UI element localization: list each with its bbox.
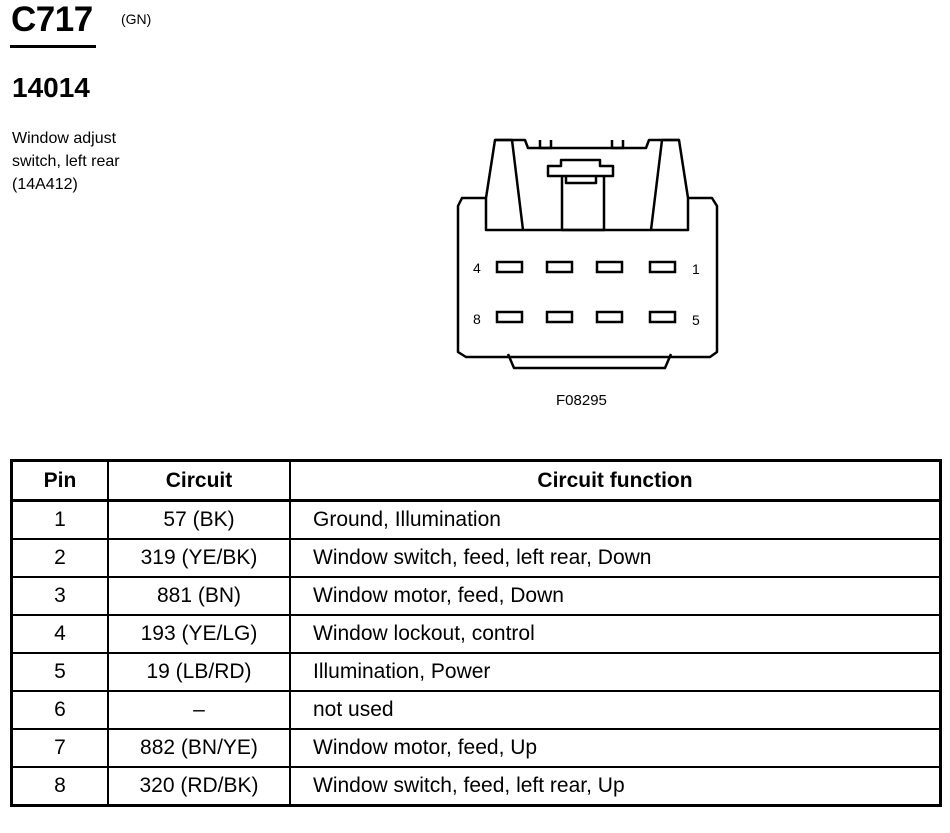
description-line: Window adjust bbox=[12, 130, 117, 147]
cell-pin: 3 bbox=[12, 577, 109, 615]
right-latch bbox=[651, 140, 688, 230]
pin-label-bottom-left: 8 bbox=[473, 311, 481, 327]
table-row bbox=[12, 653, 941, 691]
table-row bbox=[12, 729, 941, 767]
pin-cavity bbox=[597, 312, 622, 322]
cell-circuit: 882 (BN/YE) bbox=[108, 729, 290, 767]
figure-code: F08295 bbox=[556, 392, 607, 409]
connector-body-outline bbox=[458, 198, 717, 357]
pin-label-top-right: 1 bbox=[692, 261, 700, 277]
cell-circuit: 57 (BK) bbox=[108, 501, 290, 540]
table-row bbox=[12, 539, 941, 577]
cell-pin: 7 bbox=[12, 729, 109, 767]
pin-cavity bbox=[547, 312, 572, 322]
pin-cavity bbox=[597, 262, 622, 272]
cell-function: Ground, Illumination bbox=[290, 501, 941, 540]
top-rail bbox=[495, 140, 679, 148]
table-row bbox=[12, 767, 941, 806]
header-pin: Pin bbox=[12, 461, 109, 501]
cell-pin: 1 bbox=[12, 501, 109, 540]
pin-label-bottom-right: 5 bbox=[692, 312, 700, 328]
cell-function: Window switch, feed, left rear, Down bbox=[290, 539, 941, 577]
cell-circuit: – bbox=[108, 691, 290, 729]
table-header-row bbox=[12, 461, 941, 501]
cell-function: Illumination, Power bbox=[290, 653, 941, 691]
table-row bbox=[12, 577, 941, 615]
header-circuit: Circuit bbox=[108, 461, 290, 501]
pin-label-top-left: 4 bbox=[473, 260, 481, 276]
description-line: (14A412) bbox=[12, 176, 78, 193]
header-circuit-function: Circuit function bbox=[290, 461, 941, 501]
cell-pin: 8 bbox=[12, 767, 109, 806]
center-lock-cap bbox=[548, 160, 613, 176]
cell-function: Window switch, feed, left rear, Up bbox=[290, 767, 941, 806]
cell-circuit: 193 (YE/LG) bbox=[108, 615, 290, 653]
cell-circuit: 19 (LB/RD) bbox=[108, 653, 290, 691]
pin-cavity bbox=[547, 262, 572, 272]
top-notch-left bbox=[540, 140, 551, 148]
cell-pin: 2 bbox=[12, 539, 109, 577]
table-row bbox=[12, 691, 941, 729]
cell-function: Window motor, feed, Up bbox=[290, 729, 941, 767]
cell-function: not used bbox=[290, 691, 941, 729]
pin-cavity bbox=[497, 312, 522, 322]
pin-cavity bbox=[650, 262, 675, 272]
description-line: switch, left rear bbox=[12, 153, 120, 170]
pin-cavity bbox=[497, 262, 522, 272]
pin-cavity bbox=[650, 312, 675, 322]
table-row bbox=[12, 615, 941, 653]
cell-pin: 4 bbox=[12, 615, 109, 653]
part-number: 14014 bbox=[12, 72, 90, 103]
cell-circuit: 320 (RD/BK) bbox=[108, 767, 290, 806]
cell-circuit: 881 (BN) bbox=[108, 577, 290, 615]
cell-pin: 6 bbox=[12, 691, 109, 729]
cell-circuit: 319 (YE/BK) bbox=[108, 539, 290, 577]
left-latch bbox=[486, 140, 523, 230]
top-notch-right bbox=[612, 140, 623, 148]
cell-function: Window lockout, control bbox=[290, 615, 941, 653]
pinout-table bbox=[10, 459, 942, 807]
cell-function: Window motor, feed, Down bbox=[290, 577, 941, 615]
connector-color-code: (GN) bbox=[121, 11, 152, 27]
cell-pin: 5 bbox=[12, 653, 109, 691]
table-row bbox=[12, 501, 941, 540]
connector-id: C717 bbox=[11, 0, 93, 39]
